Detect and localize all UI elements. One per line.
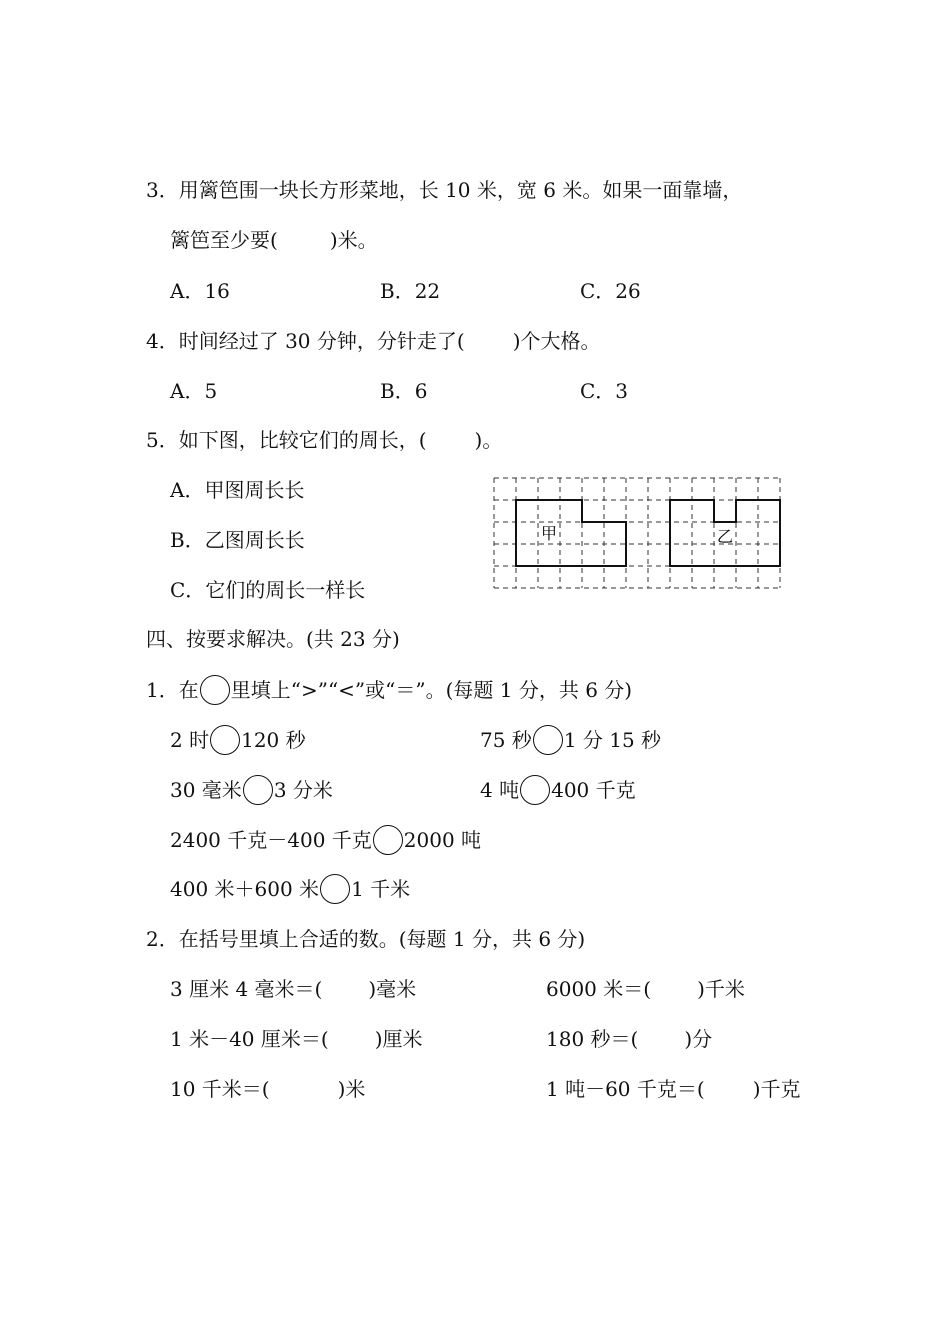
- compare-right: 400 千克: [551, 778, 636, 802]
- compare-item: [170, 725, 306, 755]
- compare-circle[interactable]: [520, 775, 550, 805]
- q4-stem-text-a: 4．时间经过了 30 分钟，分针走了(: [146, 329, 465, 353]
- compare-left: 30 毫米: [170, 778, 242, 802]
- compare-left: 400 米＋600 米: [170, 877, 320, 901]
- label-jia: 甲: [541, 524, 558, 543]
- q4-stem: [146, 327, 601, 355]
- q3-stem-line1: 3．用篱笆围一块长方形菜地，长 10 米，宽 6 米。如果一面靠墙，: [146, 178, 743, 202]
- section4-title: 四、按要求解决。(共 23 分): [146, 627, 400, 651]
- label-yi: 乙: [717, 527, 734, 546]
- fill-text-b: )米: [337, 1077, 366, 1101]
- dashed-grid: [494, 478, 781, 588]
- fill-item: [170, 975, 416, 1003]
- compare-item: [170, 775, 333, 805]
- compare-item: [170, 874, 410, 904]
- q4-option-b: B．6: [380, 379, 428, 403]
- q5-option-a: A．甲图周长长: [170, 478, 305, 502]
- q4-option-c: C．3: [580, 379, 629, 403]
- compare-right: 1 千米: [351, 877, 411, 901]
- q3-option-a: A．16: [170, 279, 230, 303]
- compare-right: 120 秒: [241, 728, 306, 752]
- fill-text-b: )千克: [752, 1077, 801, 1101]
- fill-item: [546, 975, 745, 1003]
- q3-option-c: C．26: [580, 279, 641, 303]
- fill-item: [546, 1025, 712, 1053]
- q5-option-b: B．乙图周长长: [170, 528, 305, 552]
- q4-stem-text-b: )个大格。: [512, 329, 601, 353]
- perimeter-figure: [493, 476, 783, 594]
- q3-stem-line2: [170, 226, 378, 254]
- q3-stem-text-b: )米。: [329, 228, 378, 252]
- circle-icon: [200, 675, 230, 705]
- fill-text-a: 10 千米＝(: [170, 1077, 270, 1101]
- fill-text-a: 6000 米＝(: [546, 977, 652, 1001]
- compare-item: [480, 775, 636, 805]
- p1-stem-text-b: 里填上“>”“<”或“＝”。(每题 1 分，共 6 分): [230, 678, 633, 702]
- compare-circle[interactable]: [373, 825, 403, 855]
- q5-stem: [146, 426, 502, 454]
- q5-stem-text-b: )。: [474, 428, 503, 452]
- fill-text-b: )毫米: [368, 977, 417, 1001]
- p1-stem-text-a: 1．在: [146, 678, 199, 702]
- compare-right: 2000 吨: [403, 828, 482, 852]
- compare-circle[interactable]: [243, 775, 273, 805]
- fill-text-a: 1 米－40 厘米＝(: [170, 1027, 329, 1051]
- fill-text-a: 180 秒＝(: [546, 1027, 639, 1051]
- compare-left: 75 秒: [480, 728, 532, 752]
- compare-right: 3 分米: [273, 778, 333, 802]
- fill-text-a: 3 厘米 4 毫米＝(: [170, 977, 323, 1001]
- compare-item: [170, 825, 481, 855]
- compare-left: 4 吨: [480, 778, 520, 802]
- fill-text-b: )分: [684, 1027, 713, 1051]
- compare-left: 2 时: [170, 728, 210, 752]
- compare-right: 1 分 15 秒: [563, 728, 662, 752]
- fill-item: [170, 1075, 365, 1103]
- p1-stem: [146, 675, 632, 705]
- fill-text-a: 1 吨－60 千克＝(: [546, 1077, 705, 1101]
- fill-item: [546, 1075, 801, 1103]
- fill-item: [170, 1025, 423, 1053]
- fill-text-b: )厘米: [374, 1027, 423, 1051]
- fill-text-b: )千米: [697, 977, 745, 1001]
- compare-left: 2400 千克－400 千克: [170, 828, 372, 852]
- compare-circle[interactable]: [210, 725, 240, 755]
- p2-stem: 2．在括号里填上合适的数。(每题 1 分，共 6 分): [146, 927, 586, 951]
- q3-stem-text-a: 篱笆至少要(: [170, 228, 278, 252]
- q3-option-b: B．22: [380, 279, 441, 303]
- shape-jia: [516, 500, 626, 566]
- q4-option-a: A．5: [170, 379, 218, 403]
- compare-circle[interactable]: [320, 874, 350, 904]
- q5-stem-text-a: 5．如下图，比较它们的周长，(: [146, 428, 427, 452]
- compare-circle[interactable]: [533, 725, 563, 755]
- q5-option-c: C．它们的周长一样长: [170, 578, 366, 602]
- compare-item: [480, 725, 661, 755]
